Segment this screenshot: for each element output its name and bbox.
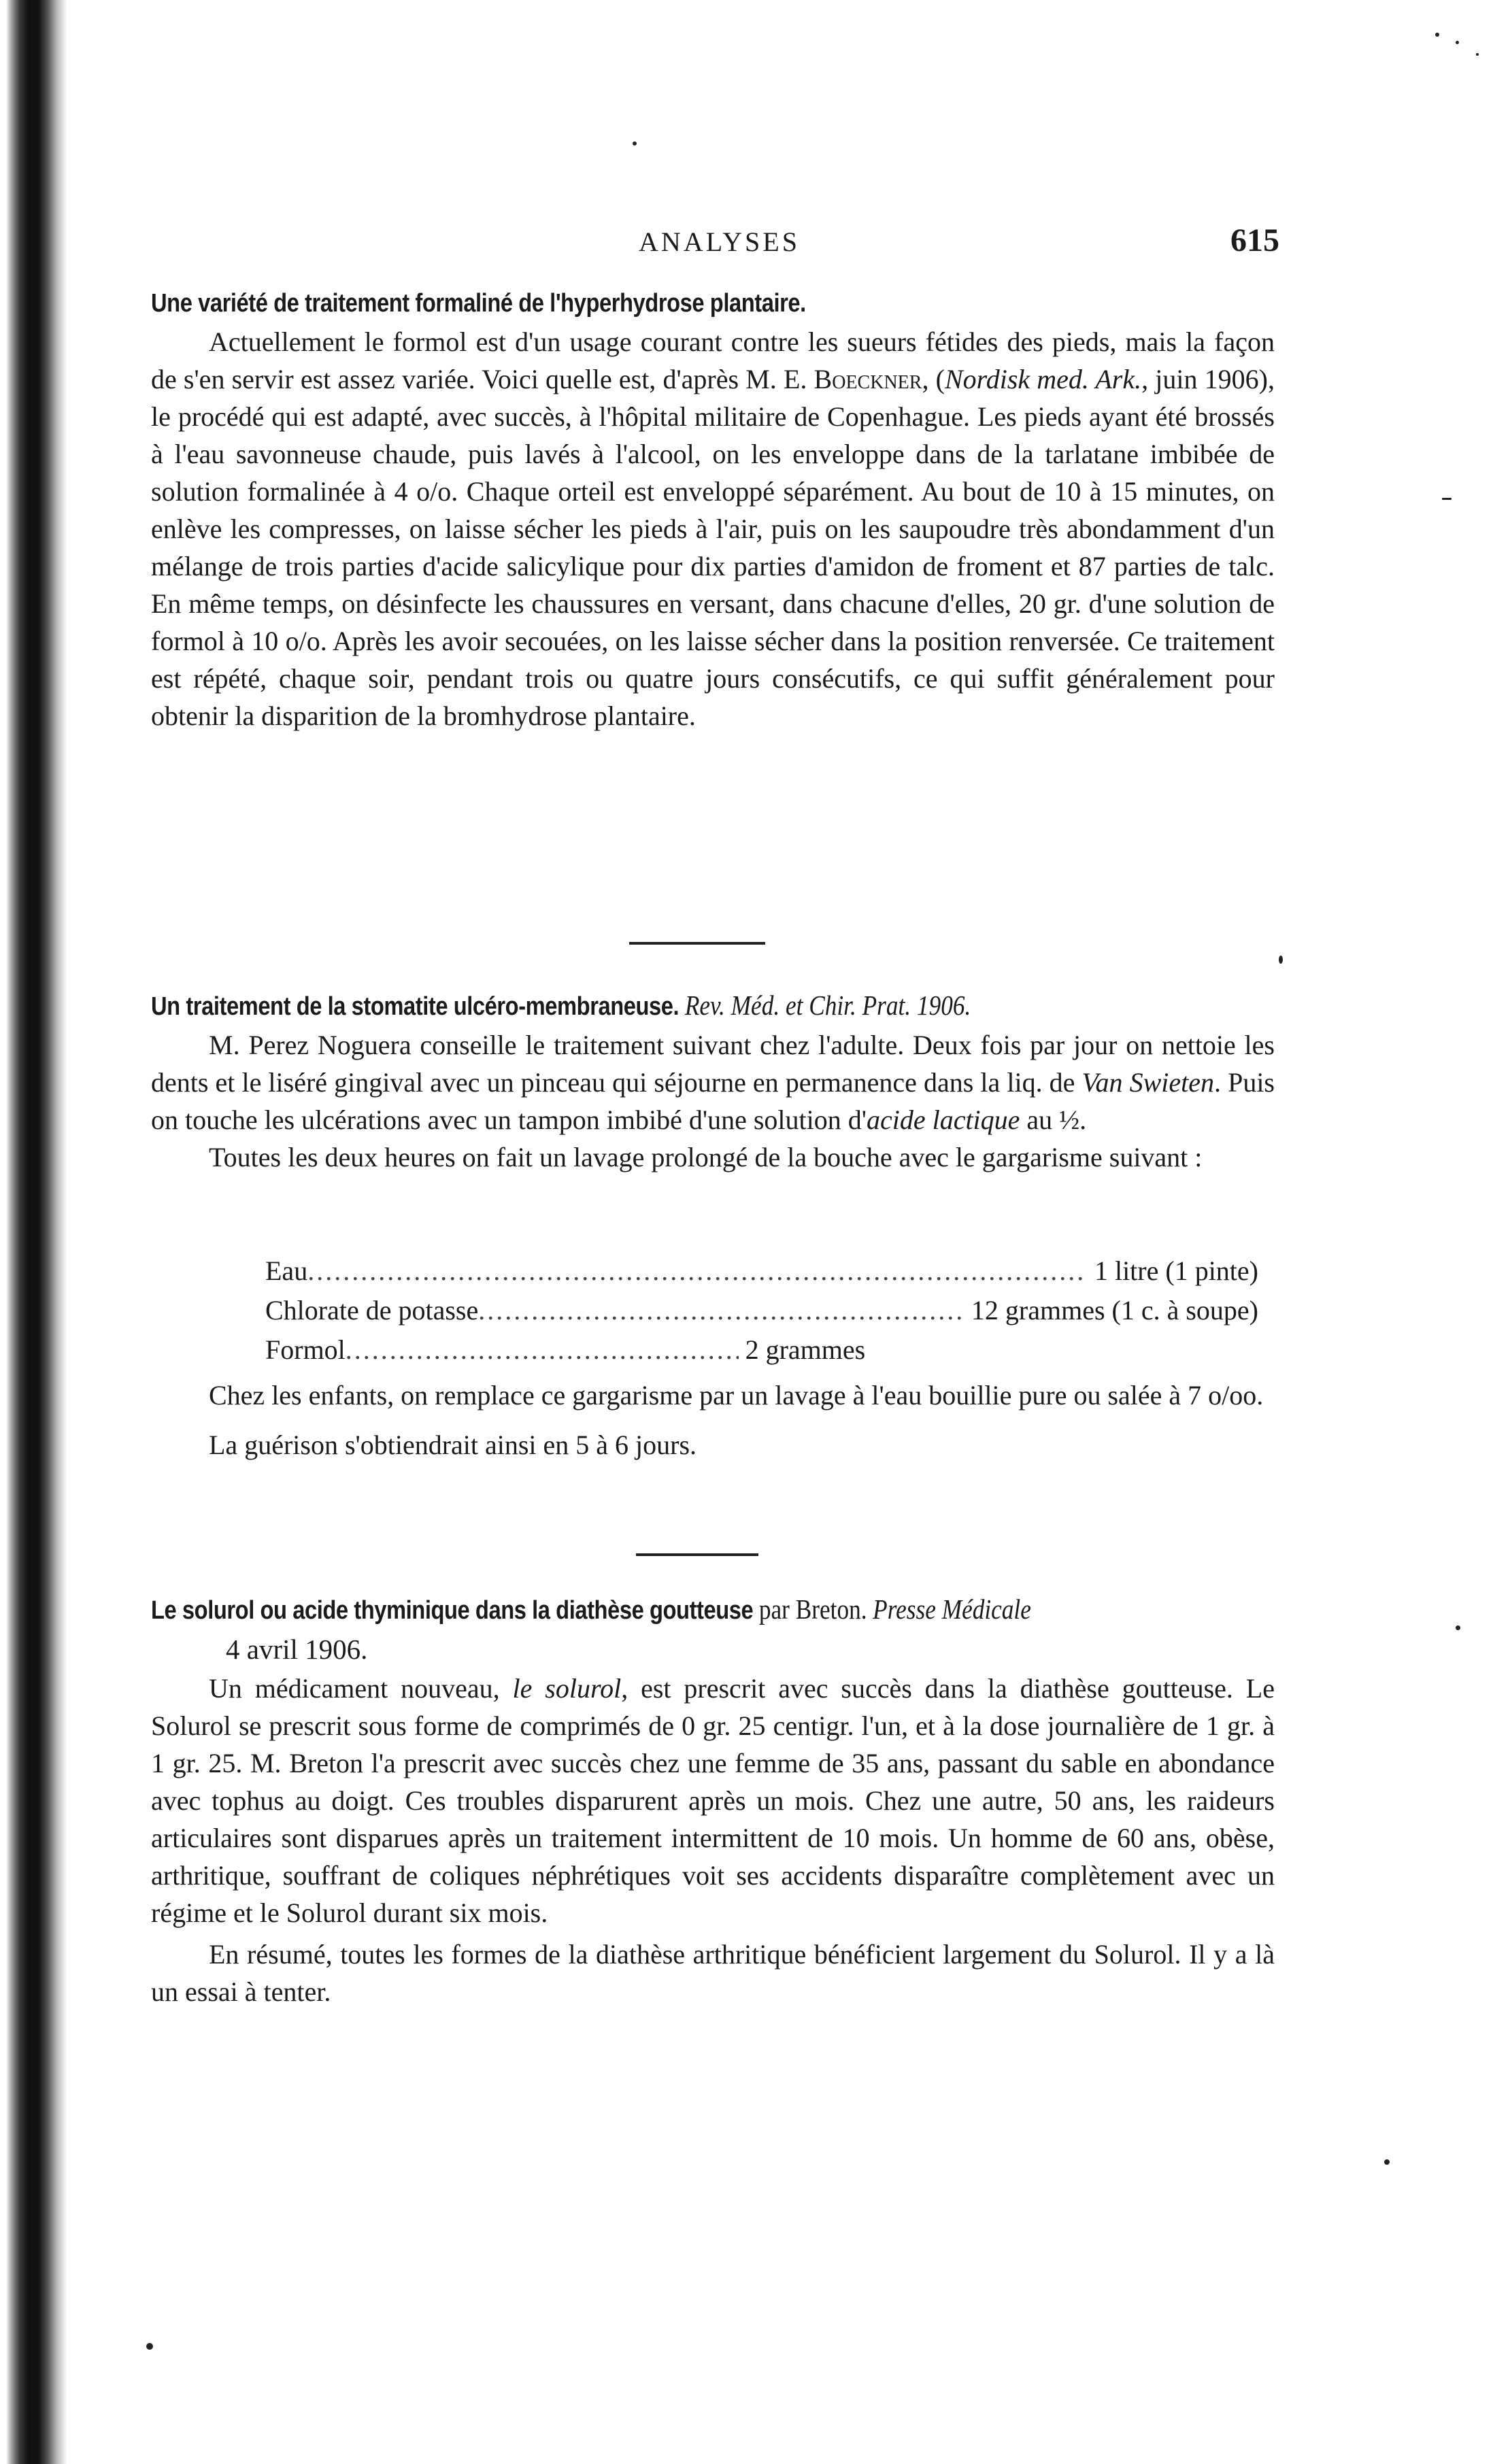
print-speck	[1384, 2159, 1390, 2165]
section-divider	[629, 942, 765, 945]
print-speck	[1435, 33, 1439, 37]
journal-name: Presse Médicale	[873, 1593, 1031, 1625]
article-solurol	[151, 1591, 1275, 2010]
article-date: 4 avril 1906.	[226, 1634, 368, 1666]
page-number: 615	[1230, 222, 1279, 258]
article-paragraph: M. Perez Noguera conseille le traitement suivant chez l'adulte. Deux fois par jour on nettoie les dents et le liséré gingival avec un pinceau qui séjourne en permanence dans la liq. de Van Swieten. Puis on touche les ulcérations avec un tampon imbibé d'une solution d'acide lactique au ½.	[151, 1030, 1275, 1136]
recipe-ingredient: Eau	[265, 1255, 308, 1286]
recipe-row	[265, 1291, 1258, 1330]
article-stomatite-continued	[151, 1377, 1275, 1464]
print-speck	[1476, 53, 1479, 56]
section-divider	[636, 1553, 758, 1556]
print-speck	[633, 141, 637, 146]
recipe-row	[265, 1251, 1258, 1291]
recipe-ingredient: Formol	[265, 1334, 346, 1365]
print-speck	[1442, 498, 1452, 500]
recipe-quantity: 1 litre (1 pinte)	[1094, 1255, 1258, 1286]
print-speck	[1456, 1625, 1460, 1630]
running-header	[163, 222, 1279, 263]
recipe-quantity: 12 grammes (1 c. à soupe)	[971, 1295, 1258, 1326]
author-name: Boeckner	[813, 364, 922, 395]
book-spine-shadow	[0, 0, 75, 2464]
article-title: Un traitement de la stomatite ulcéro-membraneuse. Rev. Méd. et Chir. Prat. 1906.	[151, 990, 971, 1021]
article-paragraph: Toutes les deux heures on fait un lavage prolongé de la bouche avec le gargarisme suivant :	[209, 1142, 1203, 1173]
article-hyperhydrose	[151, 287, 1275, 735]
print-speck	[1279, 956, 1283, 964]
article-title: Une variété de traitement formaliné de l'hyperhydrose plantaire.	[151, 289, 806, 318]
leader-dots	[478, 1291, 964, 1330]
leader-dots	[307, 1251, 1088, 1291]
article-paragraph: La guérison s'obtiendrait ainsi en 5 à 6 jours.	[209, 1430, 697, 1460]
article-stomatite	[151, 988, 1275, 1176]
journal-name: Nordisk med. Ark.	[944, 364, 1142, 395]
journal-name: Rev. Méd. et Chir. Prat.	[684, 990, 911, 1021]
print-speck	[146, 2343, 153, 2350]
gargle-recipe	[265, 1251, 1258, 1370]
article-paragraph: Actuellement le formol est d'un usage courant contre les sueurs fétides des pieds, mais la façon de s'en servir est assez variée. Voici quelle est, d'après M. E. Boeckner, (Nordisk med. Ark., juin 1906), le procédé qui est adapté, avec succès, à l'hôpital militaire de Copenhague. Les pieds ayant été brossés à l'eau savonneuse chaude, puis lavés à l'alcool, on les enveloppe dans de la tarlatane imbibée de solution formalinée à 4 o/o. Chaque orteil est enveloppé séparément. Au bout de 10 à 15 minutes, on enlève les compresses, on laisse sécher les pieds à l'air, puis on les saupoudre très abondamment d'un mélange de trois parties d'acide salicylique pour dix parties d'amidon de froment et 87 parties de talc. En même temps, on désinfecte les chaussures en versant, dans chacune d'elles, 20 gr. d'une solution de formol à 10 o/o. Après les avoir secouées, on les laisse sécher dans la position renversée. Ce traitement est répété, chaque soir, pendant trois ou quatre jours consécutifs, ce qui suffit généralement pour obtenir la disparition de la bromhydrose plantaire.	[151, 326, 1275, 732]
journal-year: 1906.	[916, 990, 971, 1021]
article-paragraph: Chez les enfants, on remplace ce gargarisme par un lavage à l'eau bouillie pure ou salée à 7 o/oo.	[209, 1380, 1264, 1411]
article-paragraph: Un médicament nouveau, le solurol, est prescrit avec succès dans la diathèse goutteuse. Le Solurol se prescrit sous forme de comprimés de 0 gr. 25 centigr. l'un, et à la dose journalière de 1 gr. à 1 gr. 25. M. Breton l'a prescrit avec succès chez une femme de 35 ans, passant du sable en abondance avec tophus au doigt. Ces troubles disparurent après un mois. Chez une autre, 50 ans, les raideurs articulaires sont disparues après un traitement intermittent de 10 mois. Un homme de 60 ans, obèse, arthritique, souffrant de coliques néphrétiques voit ses accidents disparaître complètement avec un régime et le Solurol durant six mois.	[151, 1673, 1275, 1929]
recipe-quantity: 2 grammes	[745, 1334, 866, 1365]
recipe-row	[265, 1330, 1258, 1370]
article-title: Le solurol ou acide thyminique dans la diathèse goutteuse par Breton. Presse Médicale	[151, 1593, 1031, 1625]
leader-dots	[346, 1330, 739, 1370]
recipe-ingredient: Chlorate de potasse	[265, 1295, 479, 1326]
running-title: ANALYSES	[639, 226, 800, 257]
article-paragraph: En résumé, toutes les formes de la diathèse arthritique bénéficient largement du Solurol. Il y a là un essai à tenter.	[151, 1939, 1275, 2008]
print-speck	[1456, 41, 1459, 44]
